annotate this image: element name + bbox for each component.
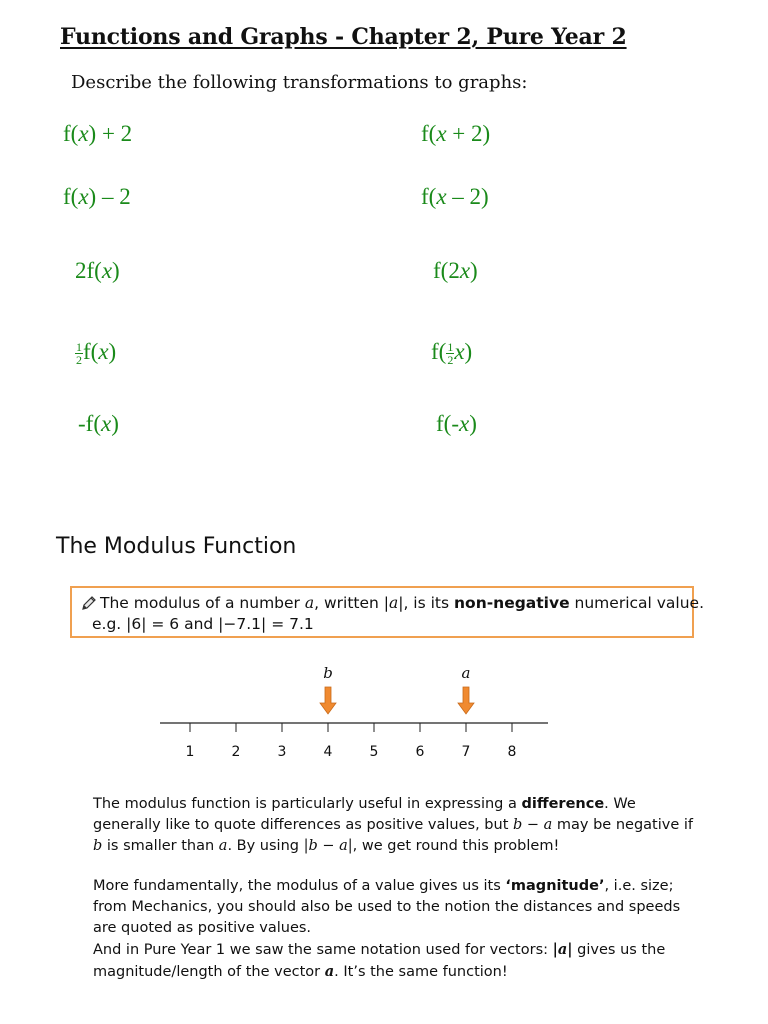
transformation-left-2: f(x) – 2 xyxy=(63,184,131,209)
tick-label: 7 xyxy=(461,744,471,760)
tick-label: 4 xyxy=(323,744,333,760)
tick-label: 8 xyxy=(507,744,517,760)
transformation-left-3: 2f(x) xyxy=(75,258,120,283)
fraction-half: $\frac{1}{2}$ xyxy=(76,340,82,368)
section-heading: The Modulus Function xyxy=(56,534,297,559)
paragraph-magnitude: More fundamentally, the modulus of a value gives us its ‘magnitude’, i.e. size; from Mechanics, you should also be used to the notion the distances and speeds are quoted as positive values. And in Pure Year 1 we saw the same notation used for vectors: |a| gives us the magnitude/length of the vector a. It’s the same function! xyxy=(93,878,681,980)
tick-label: 1 xyxy=(185,744,195,760)
transformation-left-1: f(x) + 2 xyxy=(63,121,133,146)
paragraph-difference: The modulus function is particularly useful in expressing a difference. We generally like to quote differences as positive values, but b − a may be negative if b is smaller than a. By using |b − a|, we get round this problem! xyxy=(93,796,693,854)
definition-box xyxy=(70,586,705,638)
marker-arrow-a xyxy=(458,687,474,714)
tick-label: 2 xyxy=(231,744,241,760)
fraction-half: $\frac{1}{2}$ xyxy=(447,340,454,368)
pencil-icon xyxy=(80,594,98,612)
tick-label: 5 xyxy=(369,744,379,760)
transformation-right-5: f(-x) xyxy=(436,411,477,436)
transformation-right-4: f( $\frac{1}{2}$ x) xyxy=(431,339,473,368)
marker-label-b: b xyxy=(323,664,333,682)
definition-example: e.g. |6| = 6 and |−7.1| = 7.1 xyxy=(92,615,314,633)
tick-label: 6 xyxy=(415,744,425,760)
instruction-text: Describe the following transformations to graphs: xyxy=(71,72,528,93)
transformation-right-3: f(2x) xyxy=(433,258,478,283)
tick-label: 3 xyxy=(277,744,287,760)
transformation-left-4: $\frac{1}{2}$ f(x) xyxy=(76,339,117,368)
definition-text: The modulus of a number a, written |a|, is its non-negative numerical value. xyxy=(100,594,705,612)
transformation-left-5: -f(x) xyxy=(78,411,119,436)
transformation-right-1: f(x + 2) xyxy=(421,121,491,146)
transformation-right-2: f(x – 2) xyxy=(421,184,489,209)
marker-arrow-b xyxy=(320,687,336,714)
page-title: Functions and Graphs - Chapter 2, Pure Year 2 xyxy=(60,24,627,50)
marker-label-a: a xyxy=(461,664,471,682)
number-line xyxy=(150,656,560,766)
